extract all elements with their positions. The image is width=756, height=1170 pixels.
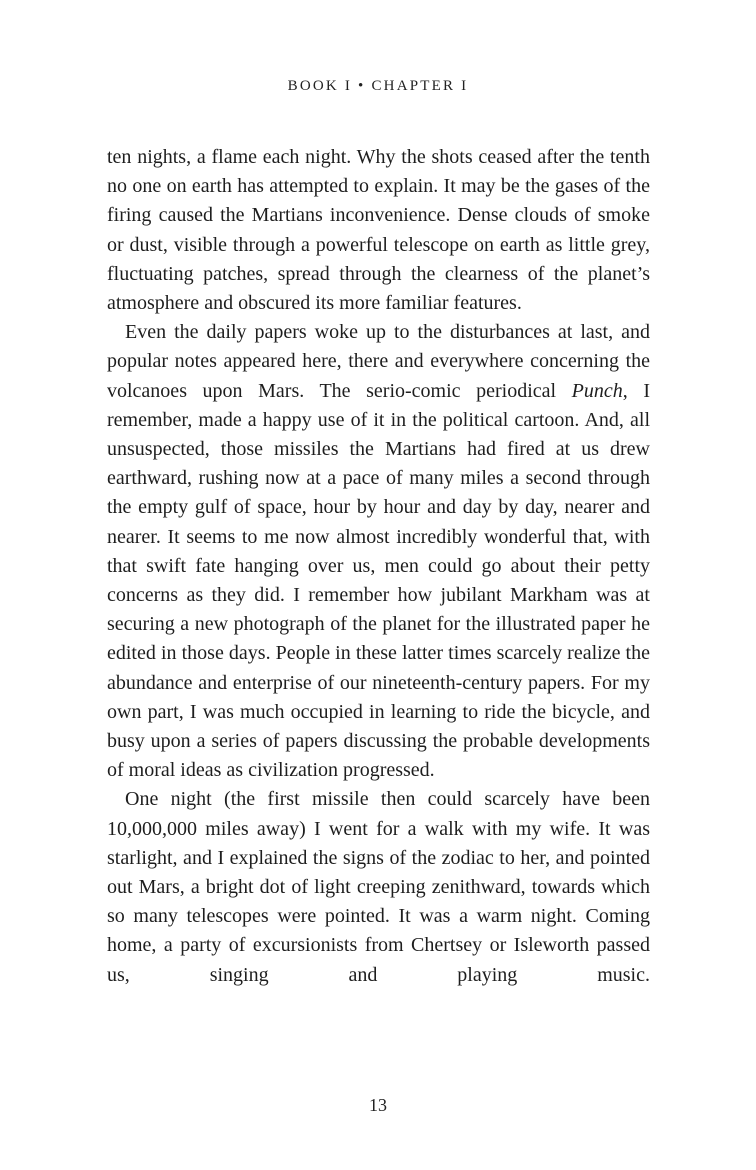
periodical-title: Punch — [571, 379, 623, 402]
body-text — [107, 143, 650, 990]
paragraph-2-part-2: , I remember, made a happy use of it in the political cartoon. And, all unsuspected, those missiles the Martians had fired at us drew earthward, rushing now at a pace of many miles a second through the empty gulf of space, hour by hour and day by day, nearer and nearer. It seems to me now almost incredibly wonderful that, with that swift fate hanging over us, men could go about their petty concerns as they did. I remember how jubilant Markham was at securing a new photograph of the planet for the illustrated paper he edited in those days. People in these latter times scarcely realize the abundance and enterprise of our nineteenth-century papers. For my own part, I was much occupied in learning to ride the bicycle, and busy upon a series of papers discussing the probable developments of moral ideas as civilization progressed. — [107, 379, 650, 782]
paragraph-2 — [107, 318, 650, 785]
page-number: 13 — [369, 1095, 387, 1115]
running-head: BOOK I • CHAPTER I — [287, 78, 469, 94]
paragraph-1: ten nights, a flame each night. Why the shots ceased after the tenth no one on earth has attempted to explain. It may be the gases of the firing caused the Martians inconvenience. Dense clouds of smoke or dust, visible through a powerful telescope on earth as little grey, fluctuating patches, spread through the clearness of the planet’s atmosphere and obscured its more familiar features. — [107, 146, 650, 315]
paragraph-3: One night (the first missile then could scarcely have been 10,000,000 miles away) I went for a walk with my wife. It was starlight, and I explained the signs of the zodiac to her, and pointed out Mars, a bright dot of light creeping zenithward, towards which so many telescopes were pointed. It was a warm night. Coming home, a party of excursionists from Chertsey or Isleworth passed us, singing and playing music. — [107, 788, 650, 986]
paragraph-2-part-1: Even the daily papers woke up to the disturbances at last, and popular notes appeared here, there and everywhere concerning the volcanoes upon Mars. The serio-comic periodical — [107, 321, 650, 402]
